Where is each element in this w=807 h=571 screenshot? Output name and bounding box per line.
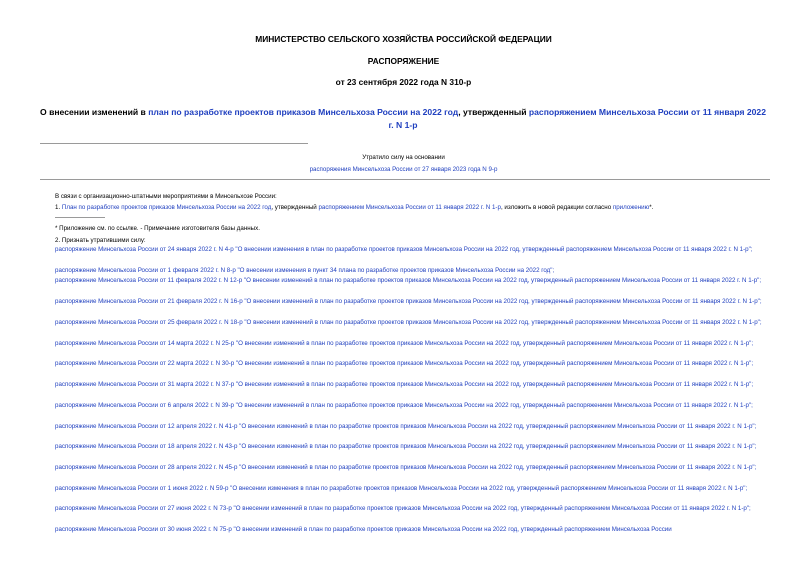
list-item[interactable]: распоряжение Минсельхоза России от 12 апреля 2022 г. N 41-р "О внесении изменений в план по разработке проектов приказов Минсельхоза России на 2022 год, утвержденный распоряжением Минсельхоза России от 11 января 2022 г. N 1-р"; — [55, 423, 757, 430]
list-item[interactable]: распоряжение Минсельхоза России от 18 апреля 2022 г. N 43-р "О внесении изменений в план по разработке проектов приказов Минсельхоза России на 2022 год, утвержденный распоряжением Минсельхоза России от 11 января 2022 г. N 1-р"; — [55, 443, 757, 450]
title-text: , утвержденный — [458, 107, 529, 117]
paragraph-text: *. — [649, 204, 654, 211]
intro-paragraph: В связи с организационно-штатными мероприятиями в Минсельхозе России: — [55, 193, 277, 200]
list-item[interactable]: распоряжение Минсельхоза России от 21 февраля 2022 г. N 16-р "О внесении изменений в план по разработке проектов приказов Минсельхоза России на 2022 год, утвержденный распоряжением Минсельхоза России от 11 января 2022 г. N 1-р"; — [55, 298, 762, 305]
title-text: О внесении изменений в — [40, 107, 149, 117]
title-link-plan[interactable]: план по разработке проектов приказов Минсельхоза России на 2022 год — [148, 107, 459, 117]
list-item[interactable]: распоряжение Минсельхоза России от 31 марта 2022 г. N 37-р "О внесении изменений в план по разработке проектов приказов Минсельхоза России на 2022 год, утвержденный распоряжением Минсельхоза России от 11 января 2022 г. N 1-р"; — [55, 381, 754, 388]
list-item[interactable]: распоряжение Минсельхоза России от 28 апреля 2022 г. N 45-р "О внесении изменений в план по разработке проектов приказов Минсельхоза России на 2022 год, утвержденный распоряжением Минсельхоза России от 11 января 2022 г. N 1-р"; — [55, 464, 757, 471]
title-link-order[interactable]: распоряжением Минсельхоза России от 11 января 2022 г. N 1-р — [388, 107, 766, 130]
plan-link[interactable]: План по разработке проектов приказов Минсельхоза России на 2022 год — [61, 204, 272, 211]
document-date-number: от 23 сентября 2022 года N 310-р — [335, 77, 472, 87]
paragraph-text: , изложить в новой редакции согласно — [500, 204, 613, 211]
list-item[interactable]: распоряжение Минсельхоза России от 27 июня 2022 г. N 73-р "О внесении изменений в план по разработке проектов приказов Минсельхоза России на 2022 год, утвержденный распоряжением Минсельхоза России от 11 января 2022 г. N 1-р"; — [55, 505, 751, 512]
ministry-heading: МИНИСТЕРСТВО СЕЛЬСКОГО ХОЗЯЙСТВА РОССИЙСКОЙ ФЕДЕРАЦИИ — [255, 34, 552, 44]
list-item[interactable]: распоряжение Минсельхоза России от 11 февраля 2022 г. N 12-р "О внесении изменений в план по разработке проектов приказов Минсельхоза России на 2022 год, утвержденный распоряжением Минсельхоза России от 11 января 2022 г. N 1-р"; — [55, 277, 762, 284]
list-item[interactable]: распоряжение Минсельхоза России от 14 марта 2022 г. N 25-р "О внесении изменений в план по разработке проектов приказов Минсельхоза России на 2022 год, утвержденный распоряжением Минсельхоза России от 11 января 2022 г. N 1-р"; — [55, 340, 754, 347]
footnote: * Приложение см. по ссылке. - Примечание изготовителя базы данных. — [55, 225, 260, 232]
list-item[interactable]: распоряжение Минсельхоза России от 30 июня 2022 г. N 75-р "О внесении изменений в план по разработке проектов приказов Минсельхоза России на 2022 год, утвержденный распоряжением Минсельхоза России — [55, 526, 672, 533]
paragraph-number: 1. — [55, 204, 62, 211]
paragraph-text: , утвержденный — [271, 204, 319, 211]
divider — [40, 143, 308, 144]
document-title — [38, 106, 768, 132]
paragraph-2: 2. Признать утратившими силу: — [55, 237, 146, 244]
list-item[interactable]: распоряжение Минсельхоза России от 25 февраля 2022 г. N 18-р "О внесении изменений в план по разработке проектов приказов Минсельхоза России на 2022 год, утвержденный распоряжением Минсельхоза России от 11 января 2022 г. N 1-р"; — [55, 319, 762, 326]
list-item[interactable]: распоряжение Минсельхоза России от 22 марта 2022 г. N 30-р "О внесении изменений в план по разработке проектов приказов Минсельхоза России на 2022 год, утвержденный распоряжением Минсельхоза России от 11 января 2022 г. N 1-р"; — [55, 360, 754, 367]
appendix-link[interactable]: приложению — [612, 204, 650, 211]
list-item[interactable]: распоряжение Минсельхоза России от 6 апреля 2022 г. N 39-р "О внесении изменений в план по разработке проектов приказов Минсельхоза России на 2022 год, утвержденный распоряжением Минсельхоза России от 11 января 2022 г. N 1-р"; — [55, 402, 753, 409]
status-link[interactable]: распоряжения Минсельхоза России от 27 января 2023 года N 9-р — [309, 166, 498, 173]
list-item[interactable]: распоряжение Минсельхоза России от 1 июня 2022 г. N 59-р "О внесении изменения в план по разработке проектов приказов Минсельхоза России на 2022 год, утвержденный распоряжением Минсельхоза России от 11 января 2022 г. N 1-р"; — [55, 485, 748, 492]
paragraph-1 — [55, 204, 653, 212]
order-link[interactable]: распоряжением Минсельхоза России от 11 января 2022 г. N 1-р — [318, 204, 501, 211]
document-type: РАСПОРЯЖЕНИЕ — [367, 56, 440, 66]
list-item[interactable]: распоряжение Минсельхоза России от 1 февраля 2022 г. N 8-р "О внесении изменения в пункт 34 плана по разработке проектов приказов Минсельхоза России на 2022 год"; — [55, 267, 555, 274]
list-item[interactable]: распоряжение Минсельхоза России от 24 января 2022 г. N 4-р "О внесении изменения в план по разработке проектов приказов Минсельхоза России на 2022 год, утвержденный распоряжением Минсельхоза России от 11 января 2022 г. N 1-р"; — [55, 246, 753, 253]
divider — [40, 179, 770, 180]
status-note: Утратило силу на основании — [362, 154, 445, 161]
footnote-divider — [55, 217, 105, 218]
